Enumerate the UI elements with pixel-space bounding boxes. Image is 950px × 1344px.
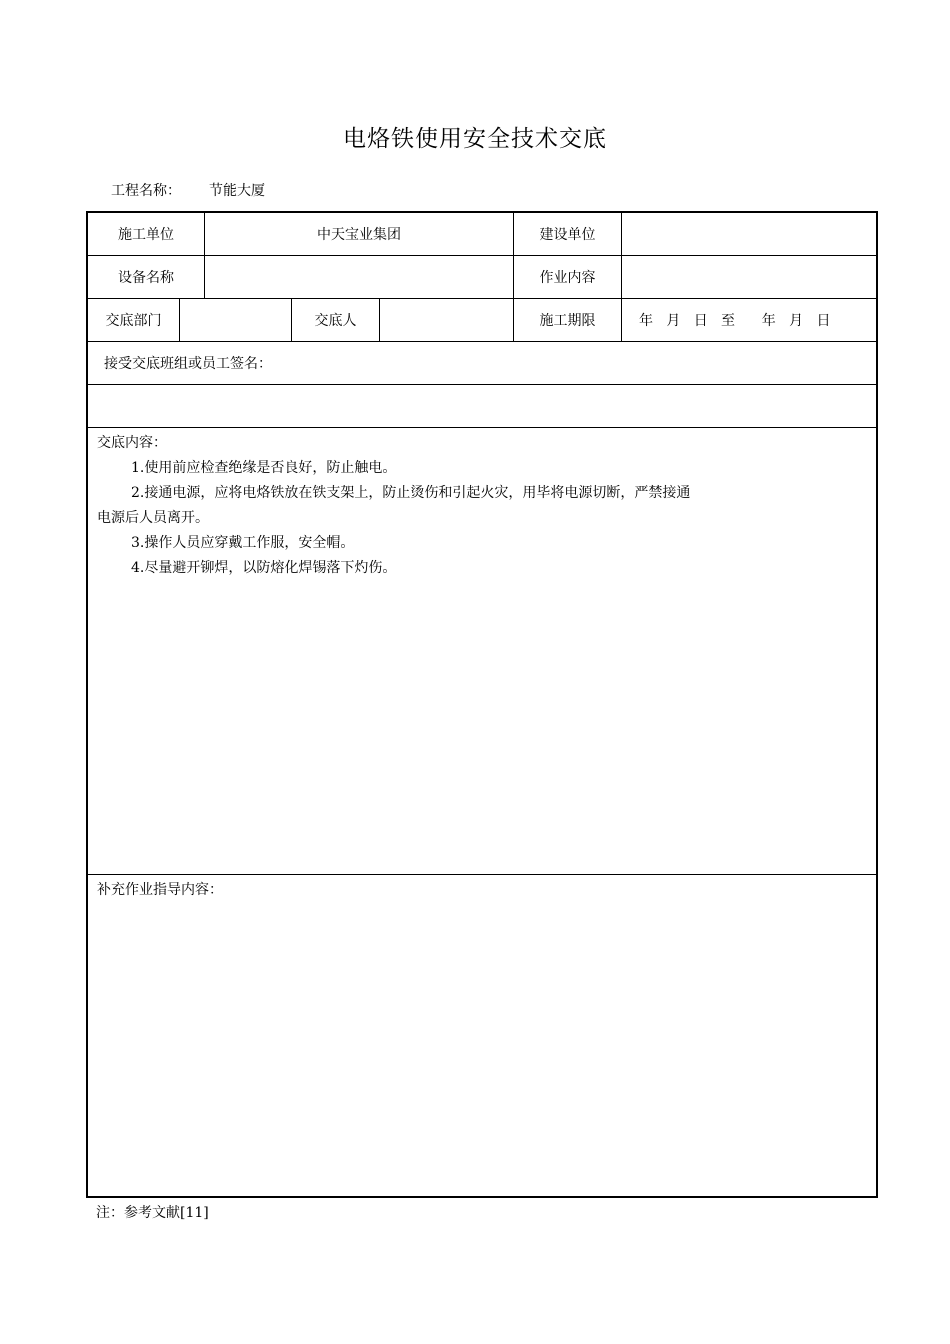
row-department: [88, 299, 876, 342]
equipment-value[interactable]: [205, 256, 514, 298]
department-value[interactable]: [180, 299, 292, 341]
briefing-content-section: [88, 428, 876, 875]
construction-period-dates: 年 月 日 至 年 月 日: [639, 313, 831, 329]
owner-unit-label: 建设单位: [514, 213, 622, 255]
document-title: 电烙铁使用安全技术交底: [343, 126, 607, 152]
project-name-value: 节能大厦: [209, 183, 265, 199]
construction-unit-value[interactable]: 中天宝业集团: [205, 213, 514, 255]
work-content-value[interactable]: [622, 256, 876, 298]
content-item-2: 2.接通电源，应将电烙铁放在铁支架上，防止烫伤和引起火灾，用毕将电源切断，严禁接通: [131, 485, 691, 501]
footnote: 注：参考文献[11]: [96, 1205, 209, 1221]
briefer-value[interactable]: [380, 299, 514, 341]
content-item-2-continued: 电源后人员离开。: [97, 510, 209, 526]
construction-period-label: 施工期限: [514, 299, 622, 341]
project-name-label: 工程名称：: [111, 183, 181, 199]
supplement-label: 补充作业指导内容：: [97, 882, 223, 898]
content-item-3: 3.操作人员应穿戴工作服，安全帽。: [131, 535, 355, 551]
equipment-label: 设备名称: [88, 256, 205, 298]
signature-area[interactable]: [88, 385, 876, 428]
row-construction-unit: [88, 213, 876, 256]
content-item-4: 4.尽量避开铆焊，以防熔化焊锡落下灼伤。: [131, 560, 397, 576]
row-signature-label: [88, 342, 876, 385]
owner-unit-value[interactable]: [622, 213, 876, 255]
supplement-section[interactable]: [88, 875, 876, 1196]
briefing-content-label: 交底内容：: [97, 435, 167, 451]
signature-label: 接受交底班组或员工签名：: [104, 356, 272, 372]
department-label: 交底部门: [88, 299, 180, 341]
content-item-1: 1.使用前应检查绝缘是否良好，防止触电。: [131, 460, 397, 476]
briefing-form-table: [86, 211, 878, 1198]
briefer-label: 交底人: [292, 299, 380, 341]
project-name-line: [111, 180, 265, 200]
work-content-label: 作业内容: [514, 256, 622, 298]
construction-unit-label: 施工单位: [88, 213, 205, 255]
construction-period-value[interactable]: [622, 299, 876, 341]
row-equipment: [88, 256, 876, 299]
